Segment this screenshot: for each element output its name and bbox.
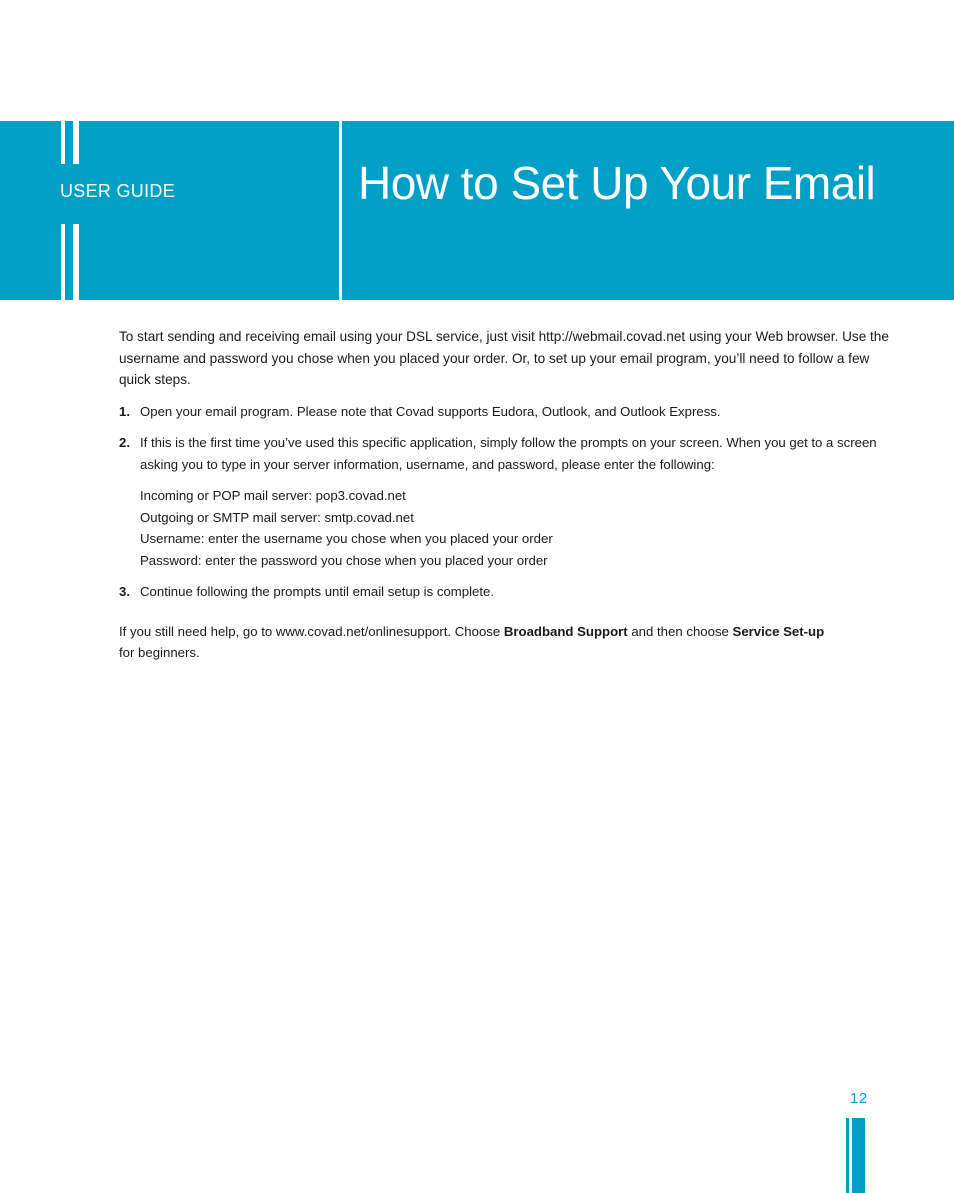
- help-prefix: If you still need help, go to www.covad.net/onlinesupport. Choose: [119, 623, 504, 639]
- step-number: 3.: [119, 584, 130, 599]
- header-band: [0, 121, 954, 300]
- help-suffix: for beginners.: [119, 645, 200, 660]
- server-info-line: Outgoing or SMTP mail server: smtp.covad.net: [140, 509, 414, 525]
- server-info-line: Username: enter the username you chose when you placed your order: [140, 531, 553, 546]
- step-1: [119, 401, 889, 423]
- footer-bar-thin: [846, 1118, 849, 1193]
- step-number: 2.: [119, 435, 130, 450]
- step-number: 1.: [119, 403, 130, 419]
- server-info-list: [119, 485, 889, 571]
- service-setup-label: Service Set-up: [732, 623, 825, 639]
- header-stripe-thin-bottom: [61, 224, 65, 300]
- header-stripe-thin-top: [61, 121, 65, 164]
- header-stripe-thick-bottom: [73, 224, 79, 300]
- step-text: If this is the first time you’ve used this specific application, simply follow the prompts on your screen. When you get to a screen asking you to type in your server information, username, and password, please enter the following:: [140, 435, 877, 472]
- server-info-line: Password: enter the password you chose when you placed your order: [140, 552, 548, 568]
- help-paragraph: [119, 621, 889, 664]
- header-stripe-thick-top: [73, 121, 79, 164]
- page-title: How to Set Up Your Email: [358, 157, 876, 209]
- step-3: [119, 581, 889, 603]
- page-number: 12: [850, 1090, 868, 1107]
- intro-paragraph: To start sending and receiving email using your DSL service, just visit http://webmail.covad.net using your Web browser. Use the username and password you chose when you placed your order. Or, to set up your email program, you’ll need to follow a few quick steps.: [119, 329, 889, 387]
- header-divider: [339, 121, 342, 300]
- step-text: Open your email program. Please note that Covad supports Eudora, Outlook, and Outlook Express.: [140, 403, 721, 419]
- section-label: USER GUIDE: [60, 181, 176, 201]
- step-2: [119, 432, 889, 475]
- footer-bar-thick: [852, 1118, 865, 1193]
- help-middle: and then choose: [627, 623, 733, 639]
- document-body: [119, 326, 889, 664]
- step-text: Continue following the prompts until email setup is complete.: [140, 584, 495, 599]
- server-info-line: Incoming or POP mail server: pop3.covad.net: [140, 488, 406, 503]
- broadband-support-label: Broadband Support: [503, 623, 628, 639]
